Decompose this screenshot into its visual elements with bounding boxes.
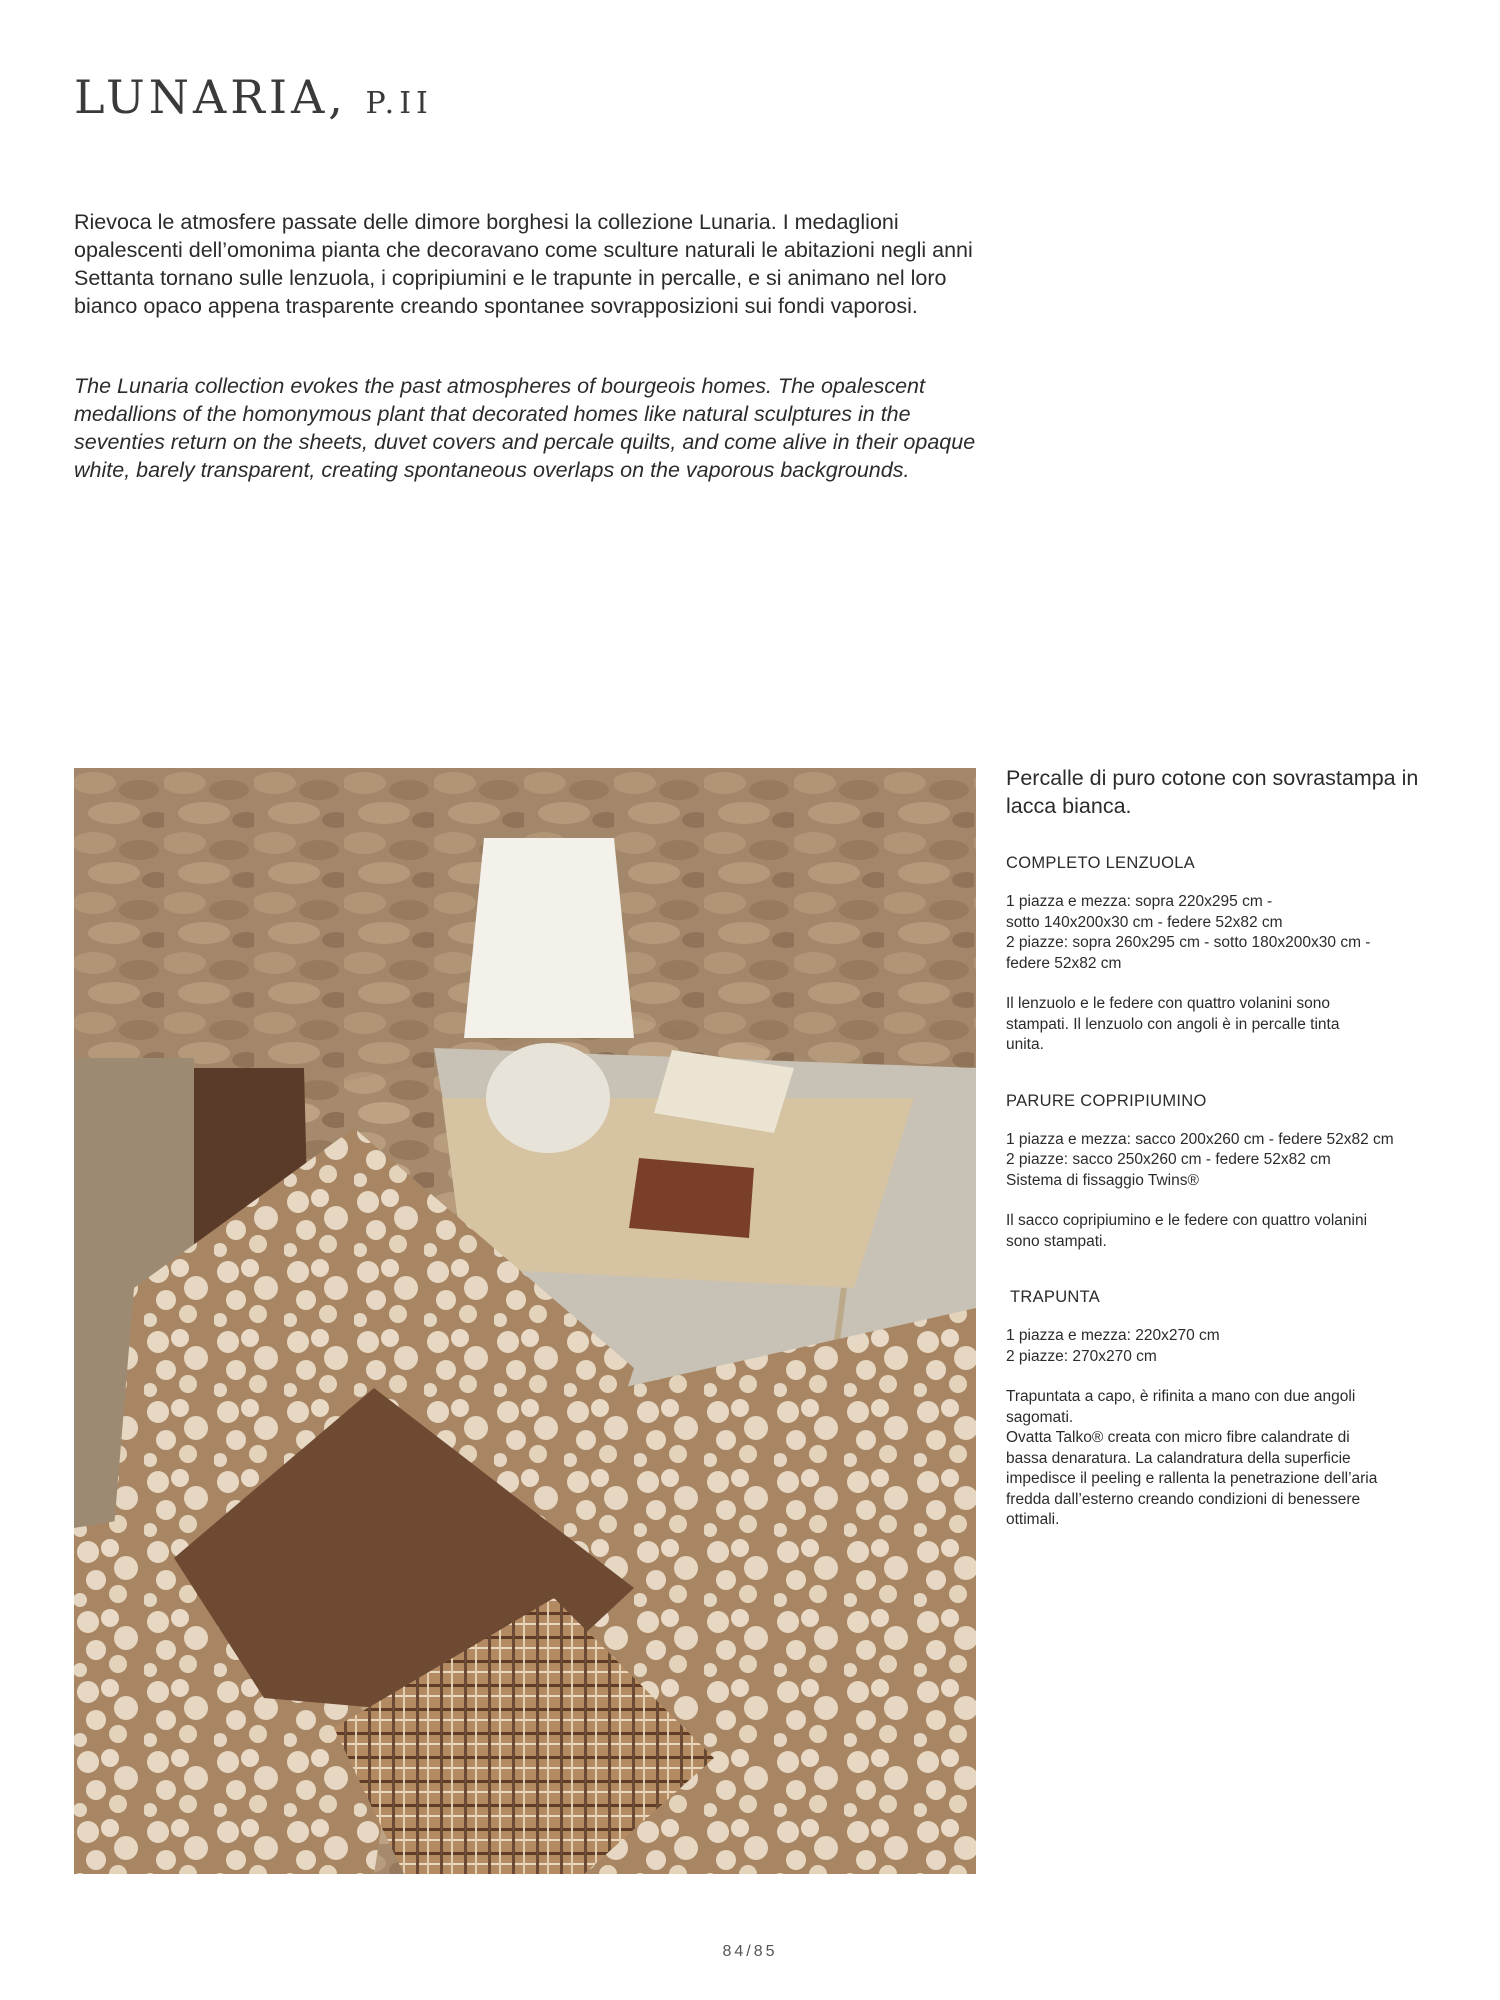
spec-line: 2 piazze: sacco 250x260 cm - federe 52x82 cm — [1006, 1151, 1331, 1168]
quilt-heading: TRAPUNTA — [1010, 1288, 1101, 1306]
intro-english: The Lunaria collection evokes the past atmospheres of bourgeois homes. The opalescent medallions of the homonymous plant that decorated homes like natural sculptures in the seventies return on the sheets, duvet covers and percale quilts, and come alive in their opaque white, barely transparent, creating spontaneous overlaps on the vaporous backgrounds. — [74, 374, 976, 482]
collection-name: LUNARIA, — [74, 70, 347, 124]
duvet-heading: PARURE COPRIPIUMINO — [1006, 1091, 1207, 1110]
bedroom-photo — [74, 768, 976, 1874]
fabric-description: Percalle di puro cotone con sovrastampa in lacca bianca. — [1006, 766, 1419, 818]
intro-italian: Rievoca le atmosfere passate delle dimore borghesi la collezione Lunaria. I medaglioni opalescenti dell’omonima pianta che decoravano come sculture naturali le abitazioni negli anni Settanta tornano sulle lenzuola, i copripiumini e le trapunte in percalle, e si animano nel loro bianco opaco appena trasparente creando spontanee sovrapposizioni sui fondi vaporosi. — [74, 210, 973, 318]
spec-line: 2 piazze: 270x270 cm — [1006, 1347, 1157, 1365]
sheets-sizes — [1006, 892, 1456, 974]
sheets-notes — [1006, 994, 1456, 1056]
spec-line: Sistema di fissaggio Twins® — [1006, 1171, 1199, 1189]
product-specs — [1006, 764, 1456, 1551]
sheets-heading: COMPLETO LENZUOLA — [1006, 854, 1196, 872]
spec-line: sagomati. — [1006, 1408, 1074, 1426]
spec-line: Il lenzuolo e le federe con quattro volanini sono — [1006, 995, 1330, 1012]
quilt-sizes — [1006, 1326, 1456, 1367]
quilt-notes — [1006, 1387, 1456, 1531]
spec-line: sono stampati. — [1006, 1232, 1107, 1250]
spec-line: impedisce il peeling e rallenta la penetrazione dell’aria — [1006, 1470, 1378, 1487]
page-number: 84/85 — [722, 1943, 778, 1960]
collection-part: P.II — [365, 86, 433, 121]
spec-line: bassa denaratura. La calandratura della superficie — [1006, 1449, 1351, 1467]
spec-line: Il sacco copripiumino e le federe con quattro volanini — [1006, 1212, 1368, 1229]
spec-line: 1 piazza e mezza: sopra 220x295 cm - — [1006, 893, 1273, 910]
duvet-sizes — [1006, 1130, 1456, 1192]
spec-line: sotto 140x200x30 cm - federe 52x82 cm — [1006, 913, 1283, 931]
spec-line: ottimali. — [1006, 1511, 1060, 1528]
spec-line: Trapuntata a capo, è rifinita a mano con due angoli — [1006, 1388, 1356, 1405]
duvet-notes — [1006, 1211, 1456, 1252]
spec-line: unita. — [1006, 1036, 1044, 1053]
page-title — [74, 70, 433, 124]
spec-line: stampati. Il lenzuolo con angoli è in percalle tinta — [1006, 1015, 1340, 1033]
spec-line: Ovatta Talko® creata con micro fibre calandrate di — [1006, 1429, 1350, 1446]
spec-line: 1 piazza e mezza: sacco 200x260 cm - federe 52x82 cm — [1006, 1130, 1394, 1148]
spec-line: fredda dall’esterno creando condizioni di benessere — [1006, 1490, 1361, 1508]
bedroom-photo-illustration — [74, 768, 976, 1874]
spec-line: 2 piazze: sopra 260x295 cm - sotto 180x200x30 cm - — [1006, 934, 1371, 951]
spec-line: 1 piazza e mezza: 220x270 cm — [1006, 1327, 1220, 1344]
spec-line: federe 52x82 cm — [1006, 954, 1122, 972]
